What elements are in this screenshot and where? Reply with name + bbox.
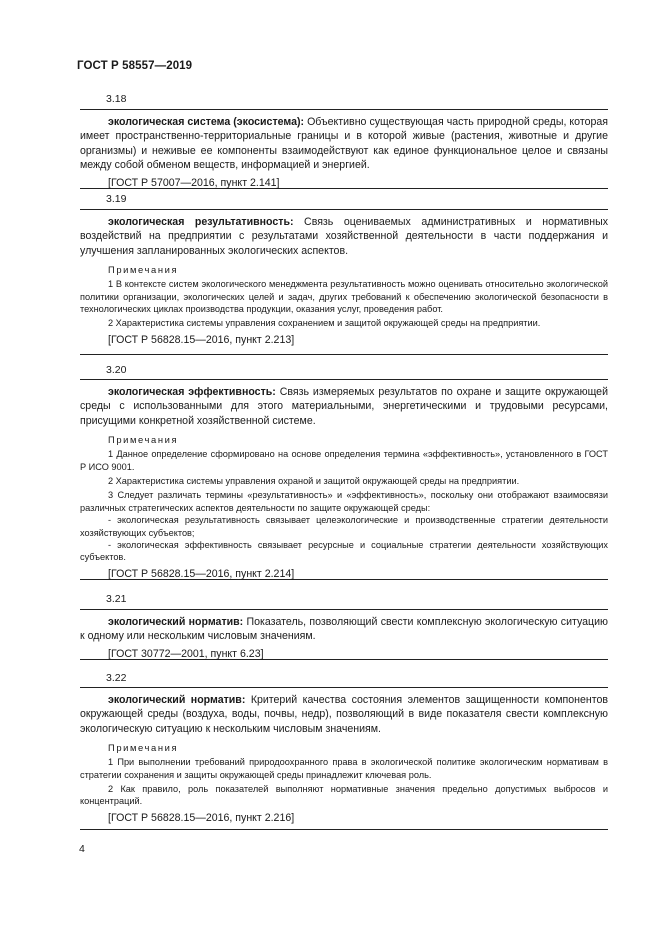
document-header: ГОСТ Р 58557—2019 xyxy=(77,60,193,72)
term-definition xyxy=(80,115,608,173)
definition-text: Критерий качества состояния элементов защищенности компонентов окружающей среды (воздуха, воды, почвы, недр), позволяющий в виде показателя свести комплексную экологическую ситуацию к нескольким числовым значениям. xyxy=(80,694,608,735)
notes-title: Примечания xyxy=(108,742,179,754)
term-entry-3-19 xyxy=(80,209,608,355)
note-item: - экологическая результативность связывает целеэкологические и производственные стратегии деятельности хозяйствующих субъектов; xyxy=(80,515,608,538)
term-entry-3-21 xyxy=(80,609,608,660)
term-entry-3-22 xyxy=(80,687,608,830)
term-name: экологический норматив: xyxy=(108,616,244,628)
note-item: 2 Как правило, роль показателей выполняют нормативные значения предельно допустимых выбросов и концентраций. xyxy=(80,784,608,807)
definition-text: Связь оцениваемых административных и нормативных воздействий на предприятии с результатами хозяйственной деятельности в части поддержания и улучшения запланированных экологических аспектов. xyxy=(80,216,609,257)
term-number: 3.21 xyxy=(106,593,127,605)
term-number: 3.22 xyxy=(106,672,127,684)
term-entry-3-18 xyxy=(80,109,608,189)
term-source: [ГОСТ Р 56828.15—2016, пункт 2.216] xyxy=(108,811,295,824)
definition-text: Объективно существующая часть природной среды, которая имеет пространственно-территориальные границы и в которой живые (растения, животные и другие организмы) и неживые ее компоненты взаимодействуют как единое функциональное целое и связаны между собой обменом веществ, информацией и энергией. xyxy=(80,116,608,172)
page-number: 4 xyxy=(79,843,85,855)
term-source: [ГОСТ 30772—2001, пункт 6.23] xyxy=(108,647,264,660)
notes-title: Примечания xyxy=(108,264,179,276)
note-item: 2 Характеристика системы управления сохранением и защитой окружающей среды на предприятии. xyxy=(108,318,541,329)
term-definition xyxy=(80,215,608,258)
note-item: - экологическая эффективность связывает ресурсные и социальные стратегии деятельности хозяйствующих субъектов. xyxy=(80,540,608,563)
definition-text: Показатель, позволяющий свести комплексную экологическую ситуацию к одному или нескольким числовым значениям. xyxy=(80,616,608,643)
definition-text: Связь измеряемых результатов по охране и защите окружающей среды с использованными для этого материальными, энергетическими и трудовыми ресурсами, присущими конкретной хозяйственной системе. xyxy=(80,386,608,427)
term-name: экологическая система (экосистема): xyxy=(108,116,305,128)
term-definition xyxy=(80,385,608,428)
note-item: 1 Данное определение сформировано на основе определения термина «эффективность», установленного в ГОСТ Р ИСО 9001. xyxy=(80,449,608,472)
note-item: 3 Следует различать термины «результативность» и «эффективность», поскольку они отображают взаимосвязи различных стратегических аспектов деятельности по защите окружающей среды: xyxy=(80,490,608,513)
term-number: 3.20 xyxy=(106,364,127,376)
note-item: 2 Характеристика системы управления охраной и защитой окружающей среды на предприятии. xyxy=(108,476,520,487)
notes-title: Примечания xyxy=(108,434,179,446)
term-definition xyxy=(80,615,608,644)
term-number: 3.18 xyxy=(106,93,127,105)
term-source: [ГОСТ Р 56828.15—2016, пункт 2.214] xyxy=(108,567,295,580)
term-name: экологическая результативность: xyxy=(108,216,294,228)
note-item: 1 В контексте систем экологического менеджмента результативность можно оценивать относительно экологической политики организации, экологических целей и задач, других требований к обеспечению экологической безопасности в технологических циклах производства продукции, оказания услуг, проведения работ. xyxy=(80,279,608,315)
term-name: экологическая эффективность: xyxy=(108,386,276,398)
note-item: 1 При выполнении требований природоохранного права в экологической политике экологическим нормативам в стратегии сохранения и защиты окружающей среды принадлежит ключевая роль. xyxy=(80,757,608,780)
term-number: 3.19 xyxy=(106,193,127,205)
term-source: [ГОСТ Р 56828.15—2016, пункт 2.213] xyxy=(108,333,295,346)
term-name: экологический норматив: xyxy=(108,694,246,706)
term-entry-3-20 xyxy=(80,379,608,580)
term-source: [ГОСТ Р 57007—2016, пункт 2.141] xyxy=(108,176,280,189)
term-definition xyxy=(80,693,608,736)
